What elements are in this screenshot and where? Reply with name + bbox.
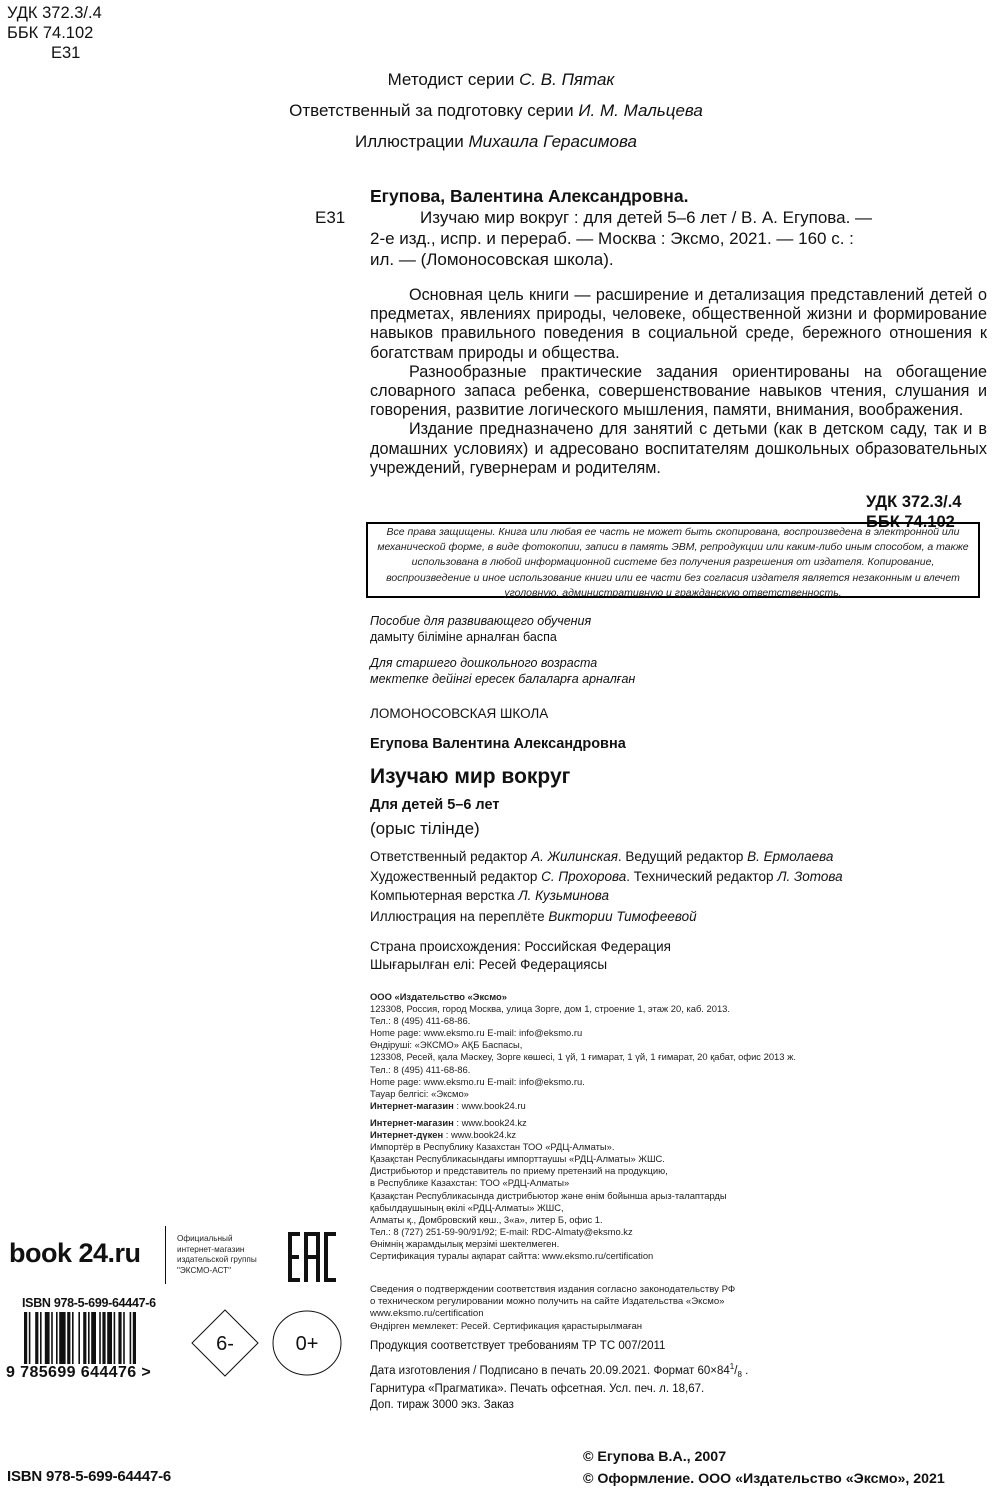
kz-line: в Республике Казахстан: ТОО «РДЦ-Алматы» xyxy=(370,1177,570,1189)
biblio-author: Егупова, Валентина Александровна. xyxy=(370,186,689,206)
eac-certification-icon xyxy=(288,1232,336,1282)
publisher-line: Тауар белгісі: «Эксмо» xyxy=(370,1087,469,1099)
author-mark: Е31 xyxy=(51,44,81,62)
series-name: ЛОМОНОСОВСКАЯ ШКОЛА xyxy=(370,706,549,721)
age-group-ru: Для старшего дошкольного возраста xyxy=(370,656,598,670)
age-rating-diamond xyxy=(191,1309,259,1377)
origin-kz: Шығарылған елі: Ресей Федерациясы xyxy=(370,956,608,972)
certification-info: Сведения о подтверждении соответствия издания согласно законодательству РФ о техническом регулировании можно получить на сайте Издательства «Эксмо» www.eksmo.ru/certification Өндірген мемлекет: Ресей. Сертификация қарастырылмаған xyxy=(370,1284,736,1332)
barcode-bar xyxy=(51,1312,53,1372)
editors-list xyxy=(370,847,843,906)
publisher-line: Өндіруші: «ЭКСМО» АҚБ Баспасы, xyxy=(370,1039,523,1051)
barcode-bar xyxy=(88,1312,90,1372)
conformity-line: Продукция соответствует требованиям ТР ТС 007/2011 xyxy=(370,1340,666,1352)
barcode-bar xyxy=(29,1312,31,1372)
shop-kz2-line: Интернет-дүкен : www.book24.kz xyxy=(370,1129,517,1141)
print-details xyxy=(370,1339,748,1413)
barcode-bar xyxy=(24,1312,27,1372)
print-date-line: Дата изготовления / Подписано в печать 20.09.2021. Формат $60\times 84^1/_8$ . xyxy=(370,1361,749,1379)
barcode-bar xyxy=(72,1312,74,1372)
copyright-design: © Оформление. ООО «Издательство «Эксмо», 2021 xyxy=(583,1471,945,1487)
biblio-line: ил. — (Ломоносовская школа). xyxy=(370,250,614,269)
logo-divider xyxy=(165,1226,166,1284)
editor-line: Художественный редактор С. Прохорова. Технический редактор Л. Зотова xyxy=(370,868,843,884)
kz-line: Импортёр в Республику Казахстан ТОО «РДЦ-Алматы». xyxy=(370,1141,615,1153)
publisher-line: Тел.: 8 (495) 411-68-86. xyxy=(370,1015,471,1027)
barcode-bar xyxy=(67,1312,70,1372)
barcode-bar xyxy=(78,1312,80,1372)
cover-illustration-credit: Иллюстрация на переплёте Виктории Тимофеевой xyxy=(370,909,697,924)
udk-code: УДК 372.3/.4 xyxy=(7,4,102,22)
editor-line: Ответственный редактор А. Жилинская. Ведущий редактор В. Ермолаева xyxy=(370,849,834,864)
bbk-code: ББК 74.102 xyxy=(7,24,94,42)
print-run-line: Доп. тираж 3000 экз. Заказ xyxy=(370,1398,514,1411)
age-rating-circle xyxy=(272,1310,342,1376)
barcode-bar xyxy=(114,1312,116,1372)
purpose-ru: Пособие для развивающего обучения xyxy=(370,614,592,628)
barcode-bar xyxy=(35,1312,38,1372)
publisher-info xyxy=(370,991,796,1262)
biblio-line: 2-е изд., испр. и перераб. — Москва : Эксмо, 2021. — 160 с. : xyxy=(370,229,854,248)
udk-code: УДК 372.3/.4 xyxy=(866,493,962,511)
barcode-isbn-label: ISBN 978-5-699-64447-6 xyxy=(22,1296,156,1310)
publisher-line: 123308, Россия, город Москва, улица Зорге, дом 1, строение 1, этаж 20, каб. 2013. xyxy=(370,1003,730,1015)
bibliographic-record xyxy=(315,186,990,270)
barcode-bar xyxy=(45,1312,50,1372)
purpose-kz: дамыту біліміне арналған баспа xyxy=(370,629,557,644)
publisher-line: Тел.: 8 (495) 411-68-86. xyxy=(370,1063,471,1075)
barcode-bar xyxy=(123,1312,125,1372)
editor-line: Компьютерная верстка Л. Кузьминова xyxy=(370,888,609,903)
credit-methodist: Методист серии С. В. Пятак xyxy=(387,70,615,89)
isbn: ISBN 978-5-699-64447-6 xyxy=(7,1468,172,1485)
age-rating-diamond-label: 6- xyxy=(216,1333,234,1355)
kz-line: Алматы қ., Домбровский көш., 3«а», литер Б, офис 1. xyxy=(370,1213,603,1225)
age-group-kz: мектепке дейінгі ересек балаларға арналған xyxy=(370,671,636,686)
copyright-author: © Егупова В.А., 2007 xyxy=(583,1449,727,1465)
annotation xyxy=(370,286,987,478)
rights-notice-box xyxy=(366,522,980,598)
kz-line: Тел.: 8 (727) 251-59-90/91/92; E-mail: RDC-Almaty@eksmo.kz xyxy=(370,1225,633,1237)
kz-line: Дистрибьютор и представитель по приему претензий на продукцию, xyxy=(370,1165,668,1177)
typeface-line: Гарнитура «Прагматика». Печать офсетная. Усл. печ. л. 18,67. xyxy=(370,1383,705,1396)
language-note: (орыс тілінде) xyxy=(370,819,480,838)
rights-notice-text: Все права защищены. Книга или любая ее часть не может быть скопирована, воспроизведена в электронной или механической форме, в виде фотокопии, записи в память ЭВМ, репродукции или каким-либо иным способом, а также использована в любой информационной системе без получения разрешения от издателя. Копирование, воспроизведение и иное использование книги или ее части без согласия издателя является незаконным и влечет уголовную, административную и гражданскую ответственность. xyxy=(377,526,969,599)
annotation-paragraph: Издание предназначено для занятий с детьми (как в детском саду, так и в домашних условиях) и адресовано воспитателям дошкольных образовательных учреждений, гувернерам и родителям. xyxy=(370,420,987,477)
barcode-bar xyxy=(133,1312,136,1372)
kz-line: Өнімнің жарамдылық мерзімі шектелмеген. xyxy=(370,1237,560,1249)
book24-logo: book 24.ru xyxy=(9,1238,141,1268)
barcode-bar xyxy=(91,1312,96,1372)
bbk-code: ББК 74.102 xyxy=(866,513,955,531)
age-range: Для детей 5–6 лет xyxy=(370,797,500,813)
book-title: Изучаю мир вокруг xyxy=(370,765,571,788)
purpose-block xyxy=(370,614,591,645)
barcode-digits: 9 785699 644476 > xyxy=(6,1364,152,1381)
publisher-line: Home page: www.eksmo.ru E-mail: info@eksmo.ru xyxy=(370,1027,583,1039)
credit-illustrator: Иллюстрации Михаила Герасимова xyxy=(355,132,637,151)
shop-caption: Официальный интернет-магазин издательской группы "ЭКСМО-АСТ" xyxy=(177,1234,257,1275)
barcode-bar xyxy=(99,1312,101,1372)
country-of-origin xyxy=(370,938,671,973)
barcode-bar xyxy=(130,1312,132,1372)
kz-line: Қазақстан Республикасында дистрибьютор және өнім бойынша арыз-талаптарды xyxy=(370,1189,727,1201)
classification-top xyxy=(7,3,102,63)
copyright-block xyxy=(583,1446,945,1490)
annotation-paragraph: Основная цель книги — расширение и детализация представлений детей о предметах, явлениях природы, человеке, общественной жизни и формирование навыков правильного поведения в социальной среде, бережного отношения к богатствам природы и общества. xyxy=(370,286,987,362)
publisher-line: Home page: www.eksmo.ru E-mail: info@eksmo.ru. xyxy=(370,1075,585,1087)
age-rating-circle-label: 0+ xyxy=(295,1333,319,1355)
credit-series-responsible: Ответственный за подготовку серии И. М. Мальцева xyxy=(289,101,703,120)
kz-line: қабылдаушының өкілі «РДЦ-Алматы» ЖШС, xyxy=(370,1201,564,1213)
origin-ru: Страна происхождения: Российская Федерация xyxy=(370,939,671,954)
barcode-bar xyxy=(56,1312,58,1372)
kz-line: Қазақстан Республикасындағы импорттаушы «РДЦ-Алматы» ЖШС. xyxy=(370,1153,665,1165)
barcode-bar xyxy=(40,1312,42,1372)
barcode-bar xyxy=(83,1312,86,1372)
annotation-paragraph: Разнообразные практические задания ориентированы на обогащение словарного запаса ребенка, совершенствование навыков чтения, слушания и говорения, развитие логического мышления, памяти, внимания, воображения. xyxy=(370,362,987,420)
age-group-block xyxy=(370,656,635,687)
barcode-bar xyxy=(118,1312,121,1372)
imprint-author: Егупова Валентина Александровна xyxy=(370,736,626,752)
barcode-bar xyxy=(107,1312,112,1372)
biblio-code: Е31 xyxy=(315,208,346,227)
shop-kz-line: Интернет-магазин : www.book24.kz xyxy=(370,1116,527,1128)
kz-line: Сертификация туралы ақпарат сайтта: www.eksmo.ru/certification xyxy=(370,1249,654,1261)
publisher-line: 123308, Ресей, қала Мәскеу, Зорге көшесі, 1 үй, 1 ғимарат, 1 үй, 1 ғимарат, 20 қабат, офис 2013 ж. xyxy=(370,1051,796,1063)
barcode-bar xyxy=(59,1312,65,1372)
biblio-line: Изучаю мир вокруг : для детей 5–6 лет / В. А. Егупова. — xyxy=(420,208,873,227)
shop-ru-line: Интернет-магазин : www.book24.ru xyxy=(370,1099,526,1111)
publisher-name: ООО «Издательство «Эксмо» xyxy=(370,991,507,1002)
barcode-bar xyxy=(102,1312,105,1372)
